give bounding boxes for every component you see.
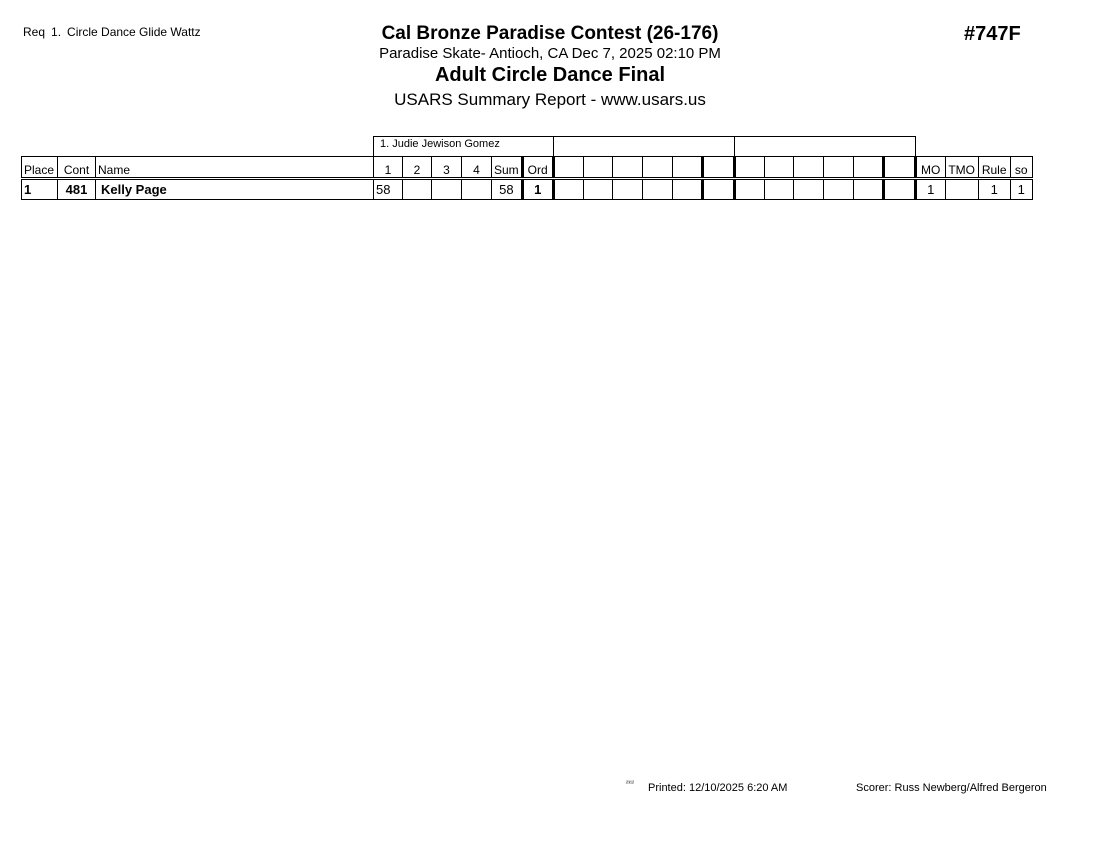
col-tmo: TMO (945, 157, 978, 179)
cell-tmo (945, 179, 978, 200)
judge-panel-1: 1. Judie Jewison Gomez (373, 136, 554, 156)
cell-judge-3 (432, 179, 462, 200)
footer-mark: ²³¹² (626, 781, 634, 787)
col-empty (642, 157, 672, 179)
col-judge-1: 1 (374, 157, 403, 179)
col-sum: Sum (492, 157, 523, 179)
table-header-row (22, 157, 1033, 179)
cell-empty (702, 179, 734, 200)
col-empty (672, 157, 702, 179)
col-mo: MO (915, 157, 945, 179)
request-line (23, 25, 201, 39)
cell-empty (583, 179, 612, 200)
col-empty (853, 157, 883, 179)
col-empty (702, 157, 734, 179)
cell-sum: 58 (492, 179, 523, 200)
col-empty (793, 157, 823, 179)
cell-empty (853, 179, 883, 200)
col-ord: Ord (522, 157, 553, 179)
col-place: Place (22, 157, 58, 179)
col-judge-2: 2 (403, 157, 432, 179)
results-table (21, 156, 1033, 200)
cell-empty (672, 179, 702, 200)
judge-panel-2 (553, 136, 735, 156)
col-empty (883, 157, 915, 179)
cell-ord: 1 (522, 179, 553, 200)
cell-empty (883, 179, 915, 200)
cell-empty (793, 179, 823, 200)
col-judge-4: 4 (462, 157, 492, 179)
event-title: Adult Circle Dance Final (434, 64, 666, 86)
cell-empty (553, 179, 583, 200)
cell-rule: 1 (978, 179, 1010, 200)
cell-judge-4 (462, 179, 492, 200)
scorer-line: Scorer: Russ Newberg/Alfred Bergeron (856, 782, 1047, 794)
printed-timestamp: Printed: 12/10/2025 6:20 AM (648, 782, 788, 794)
col-cont: Cont (58, 157, 96, 179)
cell-empty (612, 179, 642, 200)
col-so: so (1010, 157, 1032, 179)
req-event: Circle Dance Glide Wattz (67, 25, 201, 39)
cell-mo: 1 (915, 179, 945, 200)
cell-empty (642, 179, 672, 200)
event-code: #747F (964, 23, 1021, 45)
col-rule: Rule (978, 157, 1010, 179)
table-row (22, 179, 1033, 200)
cell-empty (764, 179, 793, 200)
cell-cont: 481 (58, 179, 96, 200)
req-label: Req (23, 25, 46, 39)
col-empty (553, 157, 583, 179)
cell-judge-2 (403, 179, 432, 200)
col-empty (823, 157, 853, 179)
contest-subtitle: Paradise Skate- Antioch, CA Dec 7, 2025 02:10 PM (379, 45, 721, 62)
cell-name: Kelly Page (96, 179, 374, 200)
col-empty (764, 157, 793, 179)
req-number: 1. (51, 25, 62, 39)
col-empty (734, 157, 764, 179)
col-judge-3: 3 (432, 157, 462, 179)
cell-empty (734, 179, 764, 200)
judge-panel-3 (734, 136, 916, 156)
col-empty (583, 157, 612, 179)
cell-so: 1 (1010, 179, 1032, 200)
report-title: USARS Summary Report - www.usars.us (394, 90, 706, 109)
cell-empty (823, 179, 853, 200)
contest-title: Cal Bronze Paradise Contest (26-176) (381, 23, 719, 44)
cell-place: 1 (22, 179, 58, 200)
col-name: Name (96, 157, 374, 179)
col-empty (612, 157, 642, 179)
cell-judge-1: 58 (374, 179, 403, 200)
